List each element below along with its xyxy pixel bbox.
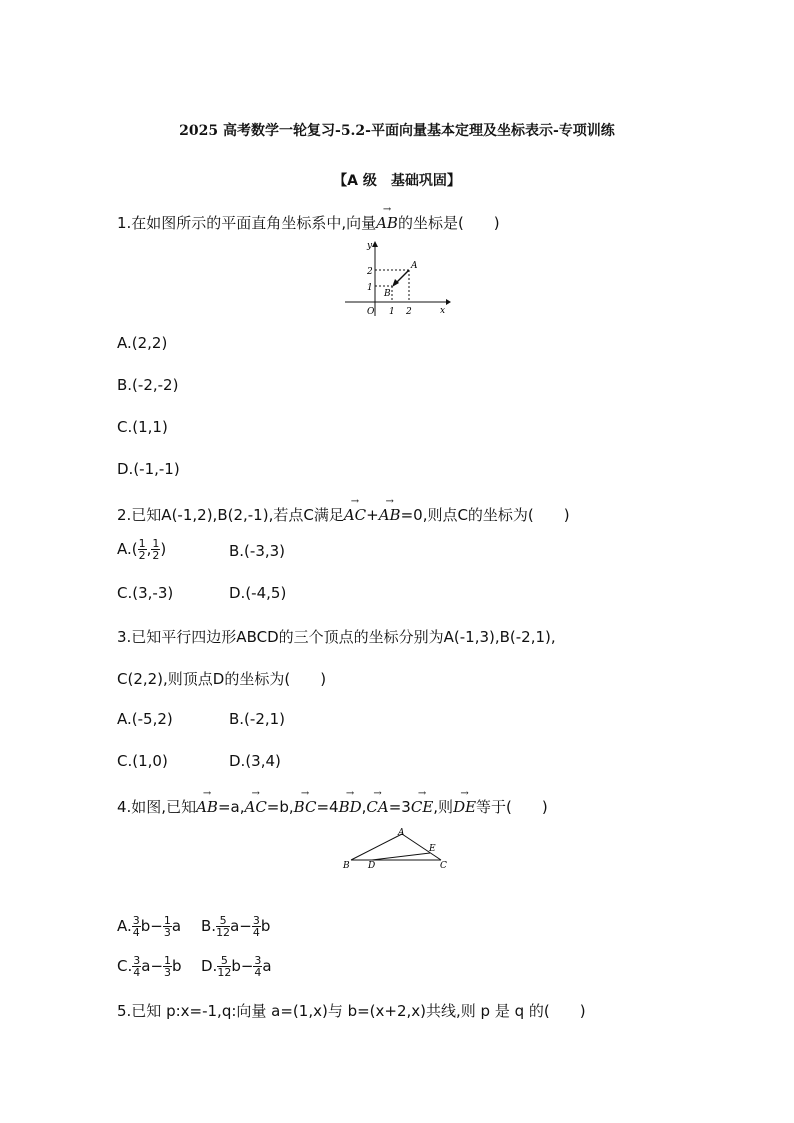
q3-option-b[interactable]: B.(-2,1) [229,710,286,728]
q4-option-b[interactable]: B. $\frac{5}{12}$ a− $\frac{3}{4}$ b [201,914,271,939]
vector-bd: → BD [339,798,362,816]
q4-triangle-figure [336,826,456,874]
vector-ac: → AC [344,506,366,524]
y-tick-2: 2 [367,267,373,277]
y-axis-label: y [367,241,373,251]
vertex-c-label: C [440,861,447,871]
point-d-label: D [368,861,376,871]
vector-ca: → CA [366,798,388,816]
x-tick-2: 2 [406,307,412,317]
question-3-line-2: C(2,2),则顶点D的坐标为( ) [117,670,327,688]
q2-option-d[interactable]: D.(-4,5) [229,584,287,602]
point-a-label: A [411,261,418,271]
y-tick-1: 1 [367,283,373,293]
q3-option-d[interactable]: D.(3,4) [229,752,281,770]
vector-bc: → BC [294,798,317,816]
vertex-b-label: B [343,861,350,871]
q1-option-a[interactable]: A.(2,2) [117,334,168,352]
q1-option-d[interactable]: D.(-1,-1) [117,460,180,478]
q4-option-a[interactable]: A. $\frac{3}{4}$ b− $\frac{1}{3}$ a [117,914,182,939]
q1-option-c[interactable]: C.(1,1) [117,418,168,436]
question-5: 5.已知 p:x=-1,q:向量 a=(1,x)与 b=(x+2,x)共线,则 p 是 q 的( ) [117,1002,586,1020]
q3-option-a[interactable]: A.(-5,2) [117,710,173,728]
question-4: 4.如图,已知→ AB=a,→ AC=b,→ BC=4→ BD,→ CA=3→ CE,则→ DE等于( ) [117,796,548,817]
q2-option-a[interactable]: A.( $\frac{1}{2}$ , $\frac{1}{2}$ ) [117,537,167,562]
vector-ab: → AB [376,214,398,232]
q1-coordinate-figure [340,238,455,320]
fraction: $\frac{1}{2}$ [138,537,146,562]
section-heading: 【A 级 基础巩固】 [333,173,461,189]
vector-ac: → AC [244,798,266,816]
fraction: $\frac{1}{2}$ [152,537,160,562]
vector-de: → DE [453,798,476,816]
origin-label: O [367,307,375,317]
vertex-a-label: A [398,828,405,838]
q2-option-c[interactable]: C.(3,-3) [117,584,174,602]
x-axis-label: x [440,306,446,316]
vector-ab: → AB [379,506,401,524]
question-2: 2.已知A(-1,2),B(2,-1),若点C满足→ AC+→ AB=0,则点C的坐标为( ) [117,504,570,525]
q4-option-c[interactable]: C. $\frac{3}{4}$ a− $\frac{1}{3}$ b [117,954,182,979]
q1-option-b[interactable]: B.(-2,-2) [117,376,179,394]
point-e-label: E [429,844,436,854]
vector-ce: → CE [411,798,433,816]
question-1: 1.在如图所示的平面直角坐标系中,向量→ AB的坐标是( ) [117,212,500,233]
point-b-label: B [384,289,391,299]
q4-option-d[interactable]: D. $\frac{5}{12}$ b− $\frac{3}{4}$ a [201,954,272,979]
x-tick-1: 1 [389,307,395,317]
vector-ab: → AB [196,798,218,816]
question-3-line-1: 3.已知平行四边形ABCD的三个顶点的坐标分别为A(-1,3),B(-2,1), [117,628,556,646]
q3-option-c[interactable]: C.(1,0) [117,752,168,770]
document-title: 2025 高考数学一轮复习-5.2-平面向量基本定理及坐标表示-专项训练 [179,123,615,139]
q2-option-b[interactable]: B.(-3,3) [229,542,286,560]
